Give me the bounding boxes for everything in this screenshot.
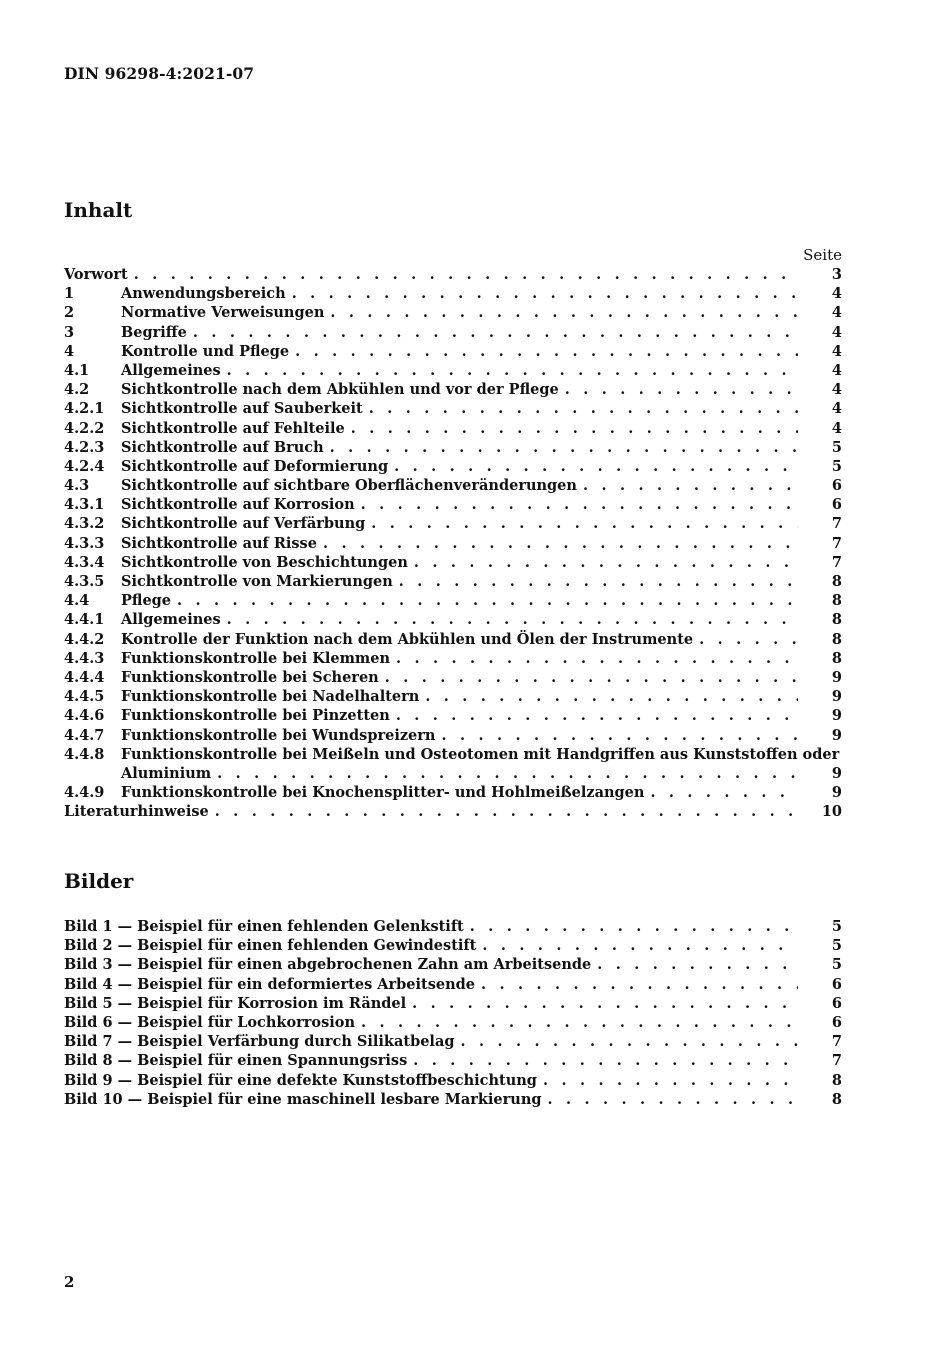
dot-leader — [361, 495, 798, 514]
dot-leader — [650, 783, 798, 802]
figure-entry-page: 6 — [831, 994, 842, 1012]
toc-entry-title: Funktionskontrolle bei Klemmen — [121, 649, 391, 667]
dot-leader — [371, 514, 798, 533]
figure-entry-title: Bild 2 — Beispiel für einen fehlenden Gewindestift — [64, 937, 477, 955]
figure-entry-title: Bild 3 — Beispiel für einen abgebrochenen Zahn am Arbeitsende — [64, 956, 592, 974]
toc-entry-body — [121, 303, 808, 322]
dot-leader — [193, 323, 798, 342]
toc-entry-body — [121, 649, 808, 668]
toc-entry-page: 4 — [831, 400, 842, 418]
toc-entry-title: Funktionskontrolle bei Scheren — [121, 668, 379, 686]
toc-entry-page: 4 — [831, 381, 842, 399]
figures-list — [64, 917, 842, 1109]
toc-entry-number: 4.4.4 — [64, 668, 105, 686]
dot-leader — [396, 706, 798, 725]
toc-entry-title: Literaturhinweise — [64, 803, 209, 821]
toc-entry-title: Funktionskontrolle bei Nadelhaltern — [121, 688, 420, 706]
toc-entry-page: 4 — [831, 285, 842, 303]
figure-entry-title: Bild 6 — Beispiel für Lochkorrosion — [64, 1013, 355, 1031]
toc-entry-body — [121, 399, 808, 418]
toc-entry-page: 6 — [831, 477, 842, 495]
dot-leader — [460, 1032, 798, 1051]
toc-entry-title-continued: Aluminium — [121, 764, 212, 782]
figure-entry[interactable] — [64, 1013, 842, 1032]
figure-entry-title: Bild 1 — Beispiel für einen fehlenden Gelenkstift — [64, 918, 464, 935]
dot-leader — [548, 1090, 798, 1109]
toc-entry[interactable] — [64, 745, 842, 783]
toc-entry-title: Allgemeines — [121, 361, 221, 379]
figure-entry-body — [64, 936, 808, 955]
dot-leader — [482, 936, 798, 955]
toc-entry[interactable] — [64, 706, 842, 725]
dot-leader — [425, 687, 798, 706]
figure-entry-title: Bild 4 — Beispiel für ein deformiertes Arbeitsende — [64, 975, 476, 993]
toc-entry-page: 10 — [821, 803, 842, 821]
dot-leader — [543, 1071, 798, 1090]
figure-entry-page: 6 — [831, 1013, 842, 1031]
figure-entry-title: Bild 8 — Beispiel für einen Spannungsriss — [64, 1052, 408, 1070]
toc-entry-body — [121, 534, 808, 553]
dot-leader — [385, 668, 798, 687]
toc-entry-line — [121, 764, 842, 783]
figure-entry-body — [64, 1032, 808, 1051]
toc-entry[interactable] — [64, 323, 842, 342]
figure-entry-page: 5 — [831, 937, 842, 955]
toc-entry-number: 4.4.2 — [64, 630, 105, 648]
toc-entry-body — [121, 514, 808, 533]
toc-entry[interactable] — [64, 303, 842, 322]
dot-leader — [399, 572, 798, 591]
toc-entry-number: 4.2.4 — [64, 457, 105, 475]
toc-entry-body — [121, 726, 808, 745]
figure-entry-title: Bild 5 — Beispiel für Korrosion im Rändel — [64, 994, 407, 1012]
dot-leader — [227, 361, 798, 380]
toc-entry-body — [121, 476, 808, 495]
figures-heading: Bilder — [64, 869, 134, 893]
figure-entry-page: 7 — [831, 1052, 842, 1070]
toc-entry-number: 4.3.4 — [64, 553, 105, 571]
toc-entry-title: Sichtkontrolle auf sichtbare Oberflächenveränderungen — [121, 477, 577, 495]
dot-leader — [583, 476, 798, 495]
page-number: 2 — [64, 1273, 75, 1291]
toc-entry-title: Sichtkontrolle auf Bruch — [121, 438, 324, 456]
toc-entry-body — [121, 706, 808, 725]
figure-entry[interactable] — [64, 1071, 842, 1090]
toc-entry[interactable] — [64, 783, 842, 802]
figure-entry-page: 6 — [831, 975, 842, 993]
toc-entry-title: Sichtkontrolle auf Deformierung — [121, 457, 389, 475]
toc-entry-page: 8 — [831, 649, 842, 667]
toc-entry-page: 7 — [831, 515, 842, 533]
toc-entry-page: 9 — [831, 726, 842, 744]
toc-entry[interactable] — [64, 361, 842, 380]
toc-entry-body — [121, 783, 808, 802]
toc-entry-title: Normative Verweisungen — [121, 304, 325, 322]
toc-entry[interactable] — [64, 265, 842, 284]
figure-entry[interactable] — [64, 955, 842, 974]
toc-entry-title: Sichtkontrolle von Beschichtungen — [121, 553, 408, 571]
toc-entry-number: 4.3.1 — [64, 496, 105, 514]
toc-entry-body — [121, 668, 808, 687]
figure-entry[interactable] — [64, 936, 842, 955]
toc-entry[interactable] — [64, 553, 842, 572]
toc-entry[interactable] — [64, 572, 842, 591]
toc-entry-title: Funktionskontrolle bei Knochensplitter- und Hohlmeißelzangen — [121, 784, 645, 802]
toc-entry[interactable] — [64, 342, 842, 361]
toc-entry-page: 6 — [831, 496, 842, 514]
toc-entry-body — [121, 610, 808, 629]
dot-leader — [414, 553, 798, 572]
toc-entry-title: Sichtkontrolle auf Fehlteile — [121, 419, 345, 437]
toc-entry-page: 5 — [831, 457, 842, 475]
toc-entry-page: 9 — [831, 764, 842, 782]
toc-entry-body — [121, 591, 808, 610]
toc-entry-title: Kontrolle und Pflege — [121, 342, 290, 360]
figure-entry-body — [64, 975, 808, 994]
toc-entry[interactable] — [64, 668, 842, 687]
dot-leader — [295, 342, 798, 361]
toc-entry-title: Sichtkontrolle auf Sauberkeit — [121, 400, 363, 418]
toc-entry-number: 4.4.3 — [64, 649, 105, 667]
figure-entry-page: 5 — [831, 956, 842, 974]
toc-entry-number: 4.4.8 — [64, 745, 105, 763]
toc-entry-page: 9 — [831, 784, 842, 802]
dot-leader — [292, 284, 798, 303]
toc-entry-body — [121, 342, 808, 361]
toc-entry-number: 4.2.2 — [64, 419, 105, 437]
toc-entry[interactable] — [64, 495, 842, 514]
toc-entry-number: 4.4 — [64, 592, 90, 610]
figure-entry-page: 7 — [831, 1033, 842, 1051]
page-column-label: Seite — [803, 246, 842, 264]
toc-entry-page: 4 — [831, 342, 842, 360]
dot-leader — [597, 955, 798, 974]
toc-entry-page: 9 — [831, 707, 842, 725]
toc-entry-body — [121, 687, 808, 706]
toc-entry-body — [64, 265, 808, 284]
toc-entry-title: Funktionskontrolle bei Meißeln und Osteotomen mit Handgriffen aus Kunststoffen oder — [121, 745, 840, 763]
figure-entry-body — [64, 955, 808, 974]
toc-entry-body — [121, 572, 808, 591]
toc-entry-number: 3 — [64, 323, 75, 341]
toc-list — [64, 265, 842, 821]
toc-entry-page: 4 — [831, 419, 842, 437]
toc-entry-line — [121, 745, 842, 764]
dot-leader — [565, 380, 798, 399]
figure-entry-title: Bild 7 — Beispiel Verfärbung durch Silikatbelag — [64, 1033, 455, 1051]
toc-entry-body — [121, 457, 808, 476]
toc-entry-title: Sichtkontrolle von Markierungen — [121, 573, 393, 590]
toc-entry-body — [121, 438, 808, 457]
toc-entry[interactable] — [64, 514, 842, 533]
toc-entry-body — [121, 495, 808, 514]
toc-entry-page: 8 — [831, 573, 842, 590]
toc-entry-number: 4 — [64, 342, 75, 360]
toc-entry-number: 4.4.5 — [64, 688, 105, 706]
toc-entry-title: Sichtkontrolle nach dem Abkühlen und vor der Pflege — [121, 381, 559, 399]
toc-entry-number: 4.2.3 — [64, 438, 105, 456]
toc-entry-number: 4.3.5 — [64, 573, 105, 590]
toc-entry-number: 4.1 — [64, 361, 90, 379]
toc-entry-number: 4.2.1 — [64, 400, 105, 418]
dot-leader — [394, 457, 798, 476]
toc-entry-page: 8 — [831, 611, 842, 629]
figure-entry-page: 8 — [831, 1071, 842, 1089]
toc-entry-title: Allgemeines — [121, 611, 221, 629]
toc-entry-body — [121, 323, 808, 342]
toc-entry-page: 9 — [831, 668, 842, 686]
figure-entry-page: 5 — [831, 918, 842, 935]
dot-leader — [330, 303, 798, 322]
toc-entry[interactable] — [64, 438, 842, 457]
toc-entry-number: 4.3.3 — [64, 534, 105, 552]
toc-entry[interactable] — [64, 419, 842, 438]
toc-entry[interactable] — [64, 457, 842, 476]
figure-entry[interactable] — [64, 1051, 842, 1070]
toc-entry-page: 4 — [831, 361, 842, 379]
dot-leader — [323, 534, 798, 553]
dot-leader — [227, 610, 798, 629]
toc-entry-page: 4 — [831, 323, 842, 341]
document-id: DIN 96298-4:2021-07 — [64, 64, 255, 83]
toc-entry[interactable] — [64, 726, 842, 745]
dot-leader — [177, 591, 798, 610]
toc-entry[interactable] — [64, 802, 842, 821]
toc-entry[interactable] — [64, 380, 842, 399]
figure-entry-title: Bild 9 — Beispiel für eine defekte Kunststoffbeschichtung — [64, 1071, 537, 1089]
toc-entry[interactable] — [64, 649, 842, 668]
toc-entry-title: Vorwort — [64, 266, 128, 283]
dot-leader — [369, 399, 798, 418]
toc-entry-page: 4 — [831, 304, 842, 322]
toc-entry-title: Kontrolle der Funktion nach dem Abkühlen und Ölen der Instrumente — [121, 630, 694, 648]
toc-entry[interactable] — [64, 534, 842, 553]
toc-entry-title: Anwendungsbereich — [121, 285, 286, 303]
toc-entry-title: Begriffe — [121, 323, 187, 341]
toc-entry-page: 7 — [831, 553, 842, 571]
figure-entry-body — [64, 1071, 808, 1090]
toc-entry-body — [121, 361, 808, 380]
toc-entry[interactable] — [64, 630, 842, 649]
toc-entry-body — [121, 419, 808, 438]
toc-entry-title: Funktionskontrolle bei Pinzetten — [121, 707, 390, 725]
contents-heading: Inhalt — [64, 198, 133, 222]
figure-entry-body — [64, 1051, 808, 1070]
toc-entry-body — [121, 553, 808, 572]
figure-entry[interactable] — [64, 975, 842, 994]
toc-entry-page: 9 — [831, 688, 842, 706]
figure-entry[interactable] — [64, 1032, 842, 1051]
dot-leader — [413, 1051, 798, 1070]
toc-entry[interactable] — [64, 591, 842, 610]
toc-entry-page: 3 — [831, 266, 842, 283]
toc-entry-title: Sichtkontrolle auf Risse — [121, 534, 317, 552]
toc-entry-page: 8 — [831, 592, 842, 610]
dot-leader — [361, 1013, 798, 1032]
toc-entry-page: 5 — [831, 438, 842, 456]
toc-entry-title: Sichtkontrolle auf Verfärbung — [121, 515, 366, 533]
dot-leader — [330, 438, 798, 457]
toc-entry-page: 7 — [831, 534, 842, 552]
dot-leader — [699, 630, 798, 649]
dot-leader — [481, 975, 798, 994]
toc-entry-number: 4.4.6 — [64, 707, 105, 725]
toc-entry-number: 4.4.1 — [64, 611, 105, 629]
dot-leader — [351, 419, 798, 438]
toc-entry-number: 4.3.2 — [64, 515, 105, 533]
toc-entry-body — [121, 630, 808, 649]
dot-leader — [470, 917, 798, 936]
figure-entry-body — [64, 994, 808, 1013]
figure-entry-body — [64, 1090, 808, 1109]
toc-entry-title: Pflege — [121, 592, 172, 610]
figure-entry[interactable] — [64, 994, 842, 1013]
toc-entry-number: 4.4.9 — [64, 784, 105, 802]
toc-entry-body — [121, 284, 808, 303]
toc-entry-body — [121, 745, 842, 783]
dot-leader — [215, 802, 798, 821]
toc-entry[interactable] — [64, 284, 842, 303]
toc-entry[interactable] — [64, 610, 842, 629]
toc-entry-page: 8 — [831, 630, 842, 648]
figure-entry-title: Bild 10 — Beispiel für eine maschinell lesbare Markierung — [64, 1090, 542, 1108]
toc-entry[interactable] — [64, 687, 842, 706]
figure-entry-body — [64, 917, 808, 936]
dot-leader — [134, 265, 798, 284]
toc-entry-body — [64, 802, 808, 821]
toc-entry-number: 4.3 — [64, 477, 90, 495]
toc-entry-number: 1 — [64, 285, 75, 303]
figure-entry-page: 8 — [831, 1090, 842, 1108]
dot-leader — [412, 994, 798, 1013]
figure-entry-body — [64, 1013, 808, 1032]
figure-entry[interactable] — [64, 917, 842, 936]
dot-leader — [396, 649, 798, 668]
toc-entry-number: 2 — [64, 304, 75, 322]
toc-entry-number: 4.4.7 — [64, 726, 105, 744]
toc-entry[interactable] — [64, 476, 842, 495]
figure-entry[interactable] — [64, 1090, 842, 1109]
toc-entry[interactable] — [64, 399, 842, 418]
dot-leader — [217, 764, 798, 783]
dot-leader — [441, 726, 798, 745]
toc-entry-title: Sichtkontrolle auf Korrosion — [121, 496, 355, 514]
toc-entry-title: Funktionskontrolle bei Wundspreizern — [121, 726, 436, 744]
toc-entry-number: 4.2 — [64, 381, 90, 399]
toc-entry-body — [121, 380, 808, 399]
